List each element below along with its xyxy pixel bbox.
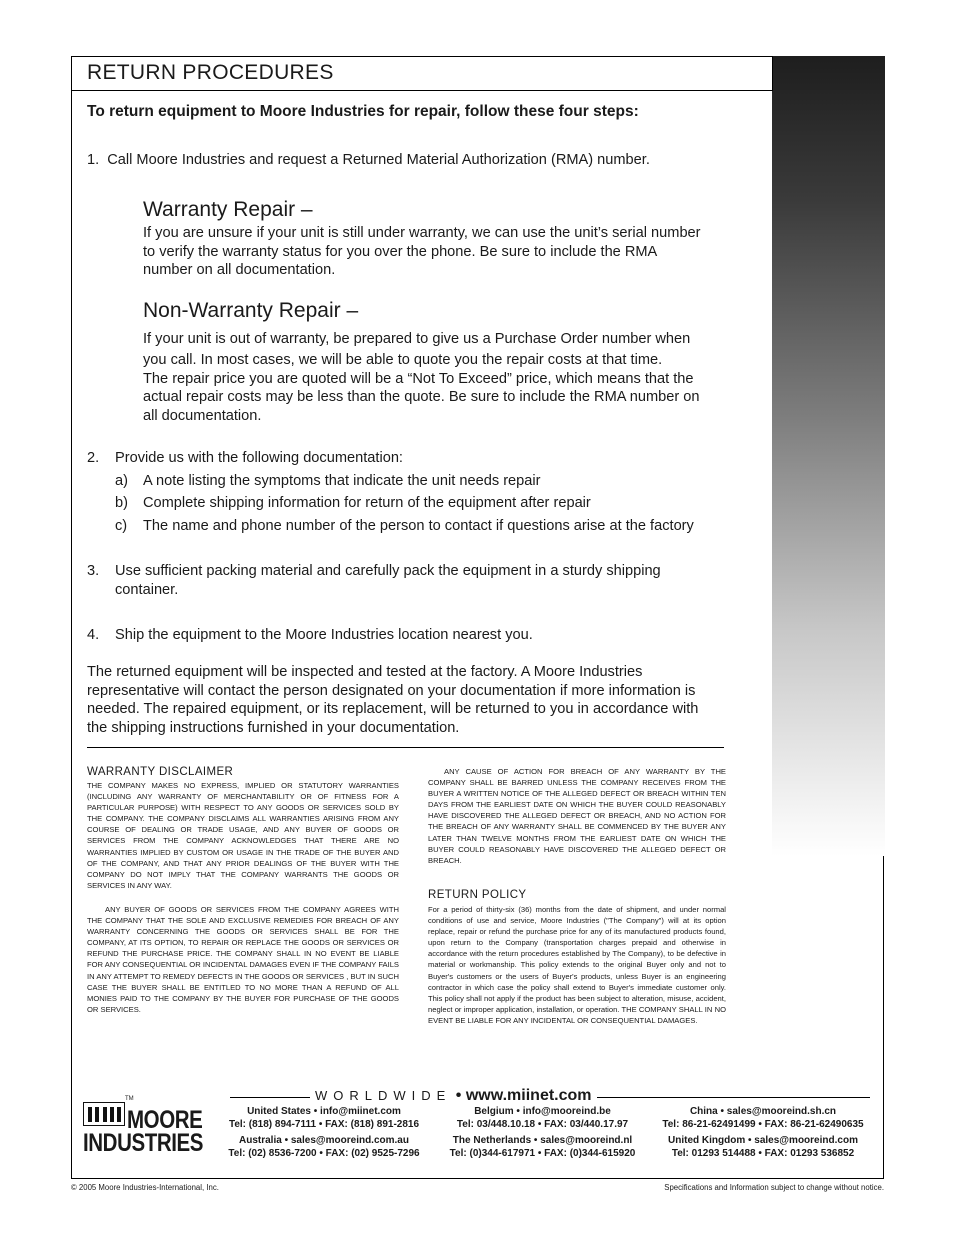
contact-phone: Tel: 86-21-62491499 • FAX: 86-21-62490635 bbox=[662, 1118, 864, 1130]
warranty-heading: Warranty Repair – bbox=[143, 198, 313, 221]
worldwide-label: WORLDWIDE bbox=[315, 1088, 452, 1103]
logo-text-moore: MOORE bbox=[127, 1106, 203, 1134]
contact-email: United Kingdom • sales@mooreind.com bbox=[668, 1135, 858, 1146]
step-number: 1. bbox=[87, 152, 100, 168]
nonwarranty-heading: Non-Warranty Repair – bbox=[143, 299, 359, 322]
contact-email: Australia • sales@mooreind.com.au bbox=[239, 1135, 409, 1146]
doc-item-b bbox=[115, 494, 755, 514]
contact-united-kingdom bbox=[653, 1135, 873, 1160]
disclaimer-paragraph-2: ANY BUYER OF GOODS OR SERVICES FROM THE COMPANY AGREES WITH THE COMPANY THAT THE SOLE AND EXCLUSIVE REMEDIES FOR BREACH OF ANY WARRANTY CONCERNING THE GOODS OR SERVICES SHALL BE FOR THE COMPANY, AT ITS OPTION, TO REPAIR OR REPLACE THE GOODS OR SERVICES OR REFUND THE PURCHASE PRICE. THE COMPANY SHALL IN NO EVENT BE LIABLE FOR ANY CONSEQUENTIAL OR INCIDENTAL DAMAGES EVEN IF THE COMPANY FAILS IN ANY ATTEMPT TO REMEDY DEFECTS IN THE GOODS OR SERVICES , BUT IN SUCH CASE THE BUYER SHALL BE ENTITLED TO NO MORE THAN A REFUND OF ALL MONIES PAID TO THE COMPANY BY THE BUYER FOR PURCHASE OF THE GOODS OR SERVICES. bbox=[87, 905, 399, 1014]
text-line: container. bbox=[115, 581, 179, 598]
contact-phone: Tel: 03/448.10.18 • FAX: 03/440.17.97 bbox=[456, 1118, 629, 1130]
step-text: Call Moore Industries and request a Returned Material Authorization (RMA) number. bbox=[107, 152, 650, 168]
logo-mark-icon bbox=[83, 1102, 125, 1126]
text-line: Use sufficient packing material and carefully pack the equipment in a sturdy shipping bbox=[115, 563, 661, 579]
contact-phone: Tel: (818) 894-7111 • FAX: (818) 891-2816 bbox=[228, 1118, 420, 1130]
text-line: all documentation. bbox=[143, 407, 262, 424]
moore-industries-logo bbox=[83, 1096, 213, 1160]
contact-email: Belgium • info@mooreind.be bbox=[474, 1106, 611, 1117]
item-label: c) bbox=[115, 518, 128, 534]
step-4 bbox=[87, 626, 747, 646]
text-line: to verify the warranty status for you over the phone. Be sure to include the RMA bbox=[143, 243, 658, 260]
contact-netherlands bbox=[440, 1135, 645, 1160]
disclaimer-heading: WARRANTY DISCLAIMER bbox=[87, 766, 234, 778]
step-number: 4. bbox=[87, 627, 100, 643]
cause-of-action-paragraph: ANY CAUSE OF ACTION FOR BREACH OF ANY WARRANTY BY THE COMPANY SHALL BE BARRED UNLESS THE COMPANY RECEIVES FROM THE BUYER A WRITTEN NOTICE OF THE ALLEGED DEFECT OR BREACH WITHIN TEN DAYS FROM THE EARLIEST DATE ON WHICH THE BUYER COULD REASONABLY HAVE DISCOVERED THE ALLEGED DEFECT OR BREACH, AND NO ACTION FOR THE BREACH OF ANY WARRANTY SHALL BE COMMENCED BY THE BUYER ANY LATER THAN TWELVE MONTHS FROM THE EARLIEST DATE ON WHICH THE BUYER COULD REASONABLY HAVE DISCOVERED THE ALLEGED DEFECT OR BREACH. bbox=[428, 767, 726, 865]
text-line: representative will contact the person designated on your documentation if more information is bbox=[87, 682, 696, 699]
text-line: The repair price you are quoted will be a “Not To Exceed” price, which means that the bbox=[143, 370, 694, 387]
contact-phone: Tel: (02) 8536-7200 • FAX: (02) 9525-7296 bbox=[228, 1147, 420, 1159]
text-line: If you are unsure if your unit is still under warranty, we can use the unit’s serial number bbox=[143, 225, 701, 241]
closing-paragraph bbox=[87, 663, 757, 737]
text-line: The returned equipment will be inspected and tested at the factory. A Moore Industries bbox=[87, 664, 643, 680]
doc-item-a bbox=[115, 472, 755, 492]
step-2 bbox=[87, 449, 747, 469]
text-line: the shipping instructions furnished in your documentation. bbox=[87, 719, 460, 736]
text-line: you call. In most cases, we will be able to quote you the repair costs at that time. bbox=[143, 352, 663, 368]
text-line: actual repair costs may be less than the quote. Be sure to include the RMA number on bbox=[143, 389, 700, 406]
section-title: RETURN PROCEDURES bbox=[87, 61, 334, 84]
website-link[interactable]: www.miinet.com bbox=[465, 1087, 592, 1104]
contact-belgium bbox=[440, 1106, 645, 1131]
bullet: • bbox=[455, 1087, 462, 1104]
step-number: 3. bbox=[87, 563, 100, 579]
contact-email: United States • info@miinet.com bbox=[247, 1106, 401, 1117]
contact-email: The Netherlands • sales@mooreind.nl bbox=[452, 1135, 633, 1146]
worldwide-banner bbox=[310, 1087, 597, 1105]
title-divider bbox=[71, 90, 773, 91]
nonwarranty-text bbox=[143, 351, 753, 425]
contact-phone: Tel: 01293 514488 • FAX: 01293 536852 bbox=[671, 1147, 855, 1159]
step-text: Provide us with the following documentation: bbox=[115, 450, 403, 466]
step-number: 2. bbox=[87, 450, 100, 466]
return-policy-paragraph: For a period of thirty-six (36) months from the date of shipment, and under normal conditions of use and service, Moore Industries ("The Company") will at its option replace, repair or refund the purchase price for any of its manufactured products found, upon return to the Company (transportation charges prepaid and otherwise in accordance with the return procedures established by The Company), to be defective in material or workmanship. This policy extends to the original Buyer only and not to Buyer's customers or the users of Buyer's products, unless Buyer is an engineering contractor in which case the policy shall extend to Buyer's immediate customer only. This policy shall not apply if the product has been subject to alteration, misuse, accident, neglect or improper application, installation, or operation. THE COMPANY SHALL IN NO EVENT BE LIABLE FOR ANY INCIDENTAL OR CONSEQUENTIAL DAMAGES. bbox=[428, 905, 726, 1025]
copyright: © 2005 Moore Industries-International, Inc. bbox=[71, 1183, 219, 1192]
return-policy-heading: RETURN POLICY bbox=[428, 889, 527, 901]
fine-print-divider bbox=[87, 747, 724, 748]
step-text: Ship the equipment to the Moore Industries location nearest you. bbox=[115, 627, 533, 643]
text-line: needed. The repaired equipment, or its replacement, will be returned to you in accordance with bbox=[87, 701, 699, 718]
doc-item-c bbox=[115, 517, 755, 537]
change-notice: Specifications and Information subject to change without notice. bbox=[664, 1183, 884, 1192]
step-1 bbox=[87, 151, 650, 170]
item-text: A note listing the symptoms that indicate the unit needs repair bbox=[143, 473, 541, 489]
trademark: TM bbox=[125, 1096, 134, 1102]
contact-united-states bbox=[219, 1106, 429, 1131]
step-text bbox=[115, 562, 715, 599]
nonwarranty-line-1: If your unit is out of warranty, be prepared to give us a Purchase Order number when bbox=[143, 331, 691, 347]
logo-text-industries: INDUSTRIES bbox=[83, 1129, 204, 1157]
item-label: b) bbox=[115, 495, 128, 511]
contact-email: China • sales@mooreind.sh.cn bbox=[689, 1106, 837, 1117]
title-box-edge bbox=[772, 56, 773, 90]
item-text: The name and phone number of the person to contact if questions arise at the factory bbox=[143, 518, 694, 534]
contact-phone: Tel: (0)344-617971 • FAX: (0)344-615920 bbox=[449, 1147, 636, 1159]
disclaimer-paragraph-1: THE COMPANY MAKES NO EXPRESS, IMPLIED OR STATUTORY WARRANTIES (INCLUDING ANY WARRANTY OF MERCHANTABILITY OR OF FITNESS FOR A PARTICULAR PURPOSE) WITH RESPECT TO ANY GOODS OR SERVICES SOLD BY THE COMPANY. THE COMPANY DISCLAIMS ALL WARRANTIES ARISING FROM ANY COURSE OF DEALING OR TRADE USAGE, AND ANY BUYER OF GOODS OR SERVICES FROM THE COMPANY ACKNOWLEDGES THAT THERE ARE NO WARRANTIES IMPLIED BY CUSTOM OR USAGE IN THE TRADE OF THE BUYER AND OF THE COMPANY, AND THAT ANY PRIOR DEALINGS OF THE BUYER WITH THE COMPANY DO NOT IMPLY THAT THE COMPANY WARRANTS THE GOODS OR SERVICES IN ANY WAY. bbox=[87, 781, 399, 890]
item-label: a) bbox=[115, 473, 128, 489]
item-text: Complete shipping information for return of the equipment after repair bbox=[143, 495, 591, 511]
warranty-text bbox=[143, 224, 753, 280]
text-line: number on all documentation. bbox=[143, 262, 336, 279]
step-3 bbox=[87, 562, 747, 602]
decorative-gradient-bar bbox=[772, 56, 885, 856]
contact-australia bbox=[219, 1135, 429, 1160]
contact-china bbox=[653, 1106, 873, 1131]
intro-text: To return equipment to Moore Industries for repair, follow these four steps: bbox=[87, 103, 639, 120]
